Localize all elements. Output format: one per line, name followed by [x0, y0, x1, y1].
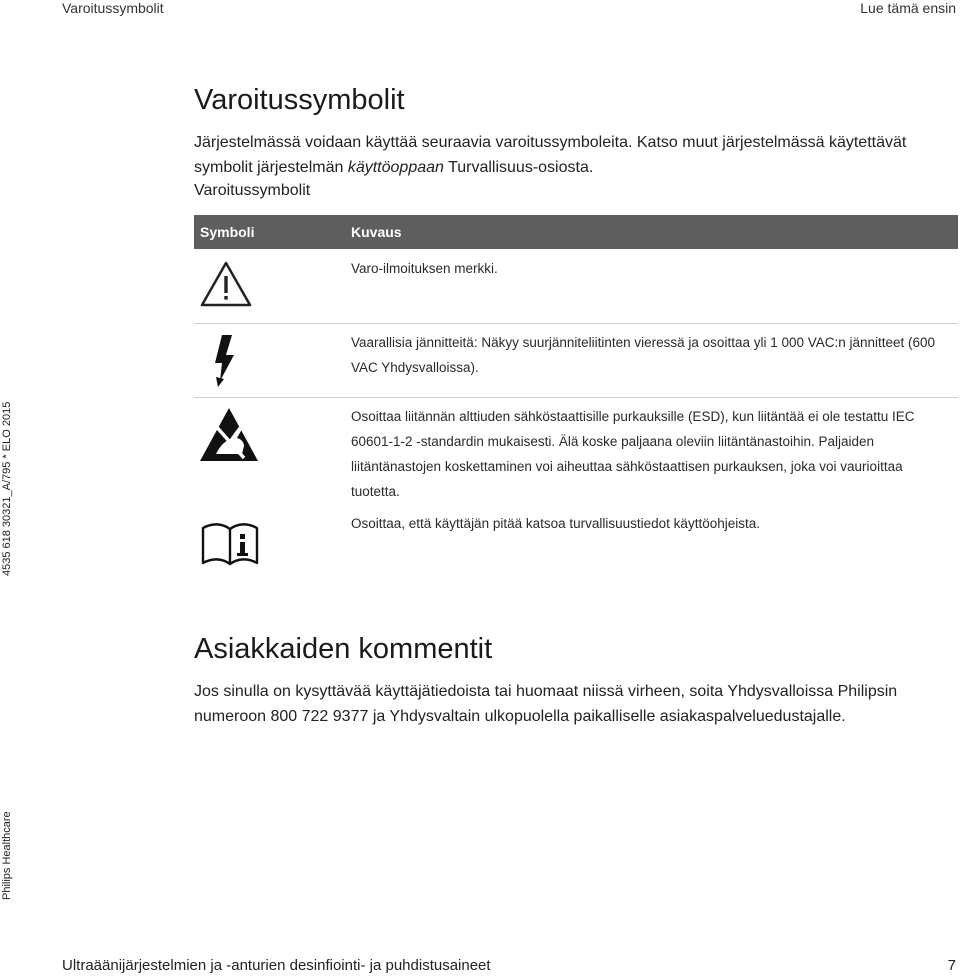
- high-voltage-icon: [210, 333, 242, 389]
- column-header-symbol: Symboli: [200, 224, 255, 240]
- footer-title: Ultraäänijärjestelmien ja -anturien desinfiointi- ja puhdistusaineet: [62, 957, 491, 974]
- column-header-description: Kuvaus: [351, 224, 402, 240]
- table-row-description: Varo-ilmoituksen merkki.: [351, 261, 498, 276]
- feedback-title: Asiakkaiden kommentit: [194, 633, 493, 665]
- intro-paragraph: [194, 130, 954, 180]
- table-caption: Varoitussymbolit: [194, 182, 311, 199]
- table-row-description: Vaarallisia jännitteitä: Näkyy suurjänniteliitinten vieressä ja osoittaa yli 1 000 VAC:n jännitteet (600 VAC Yhdysvalloissa).: [351, 335, 936, 375]
- running-header-left: Varoitussymbolit: [62, 0, 164, 16]
- page-number: 7: [947, 957, 956, 974]
- manual-reference: käyttöoppaan: [347, 159, 444, 176]
- table-header: [194, 215, 958, 249]
- esd-sensitive-icon: [198, 406, 260, 464]
- table-row-description: Osoittaa liitännän alttiuden sähköstaattisille purkauksille (ESD), kun liitäntää ei ole testattu IEC 60601-1-2 -standardin mukaisesti. Älä koske paljaana oleviin liitäntänastoihin. Paljaiden liitäntänastojen koskettaminen voi aiheuttaa sähköstaattisen purkauksen, joka voi vaurioittaa tuotetta.: [351, 409, 915, 499]
- intro-text-end: Turvallisuus-osiosta.: [443, 159, 594, 176]
- brand-label: Philips Healthcare: [1, 811, 13, 900]
- table-row-description: Osoittaa, että käyttäjän pitää katsoa turvallisuustiedot käyttöohjeista.: [351, 516, 760, 531]
- row-divider: [194, 397, 958, 398]
- section-title: Varoitussymbolit: [194, 84, 405, 116]
- feedback-paragraph: Jos sinulla on kysyttävää käyttäjätiedoista tai huomaat niissä virheen, soita Yhdysvalloissa Philipsin numeroon 800 722 9377 ja Yhdysvaltain ulkopuolella paikalliselle asiakaspalveluedustajalle.: [194, 683, 898, 725]
- running-header-right: Lue tämä ensin: [860, 0, 956, 16]
- row-divider: [194, 323, 958, 324]
- document-id: 4535 618 30321_A/795 * ELO 2015: [1, 401, 13, 576]
- consult-manual-icon: [200, 521, 260, 567]
- caution-triangle-icon: [199, 260, 253, 308]
- intro-text-start: Järjestelmässä voidaan käyttää seuraavia varoitussymboleita. Katso muut järjestelmässä käytettävät symbolit järjestelmän: [194, 134, 907, 176]
